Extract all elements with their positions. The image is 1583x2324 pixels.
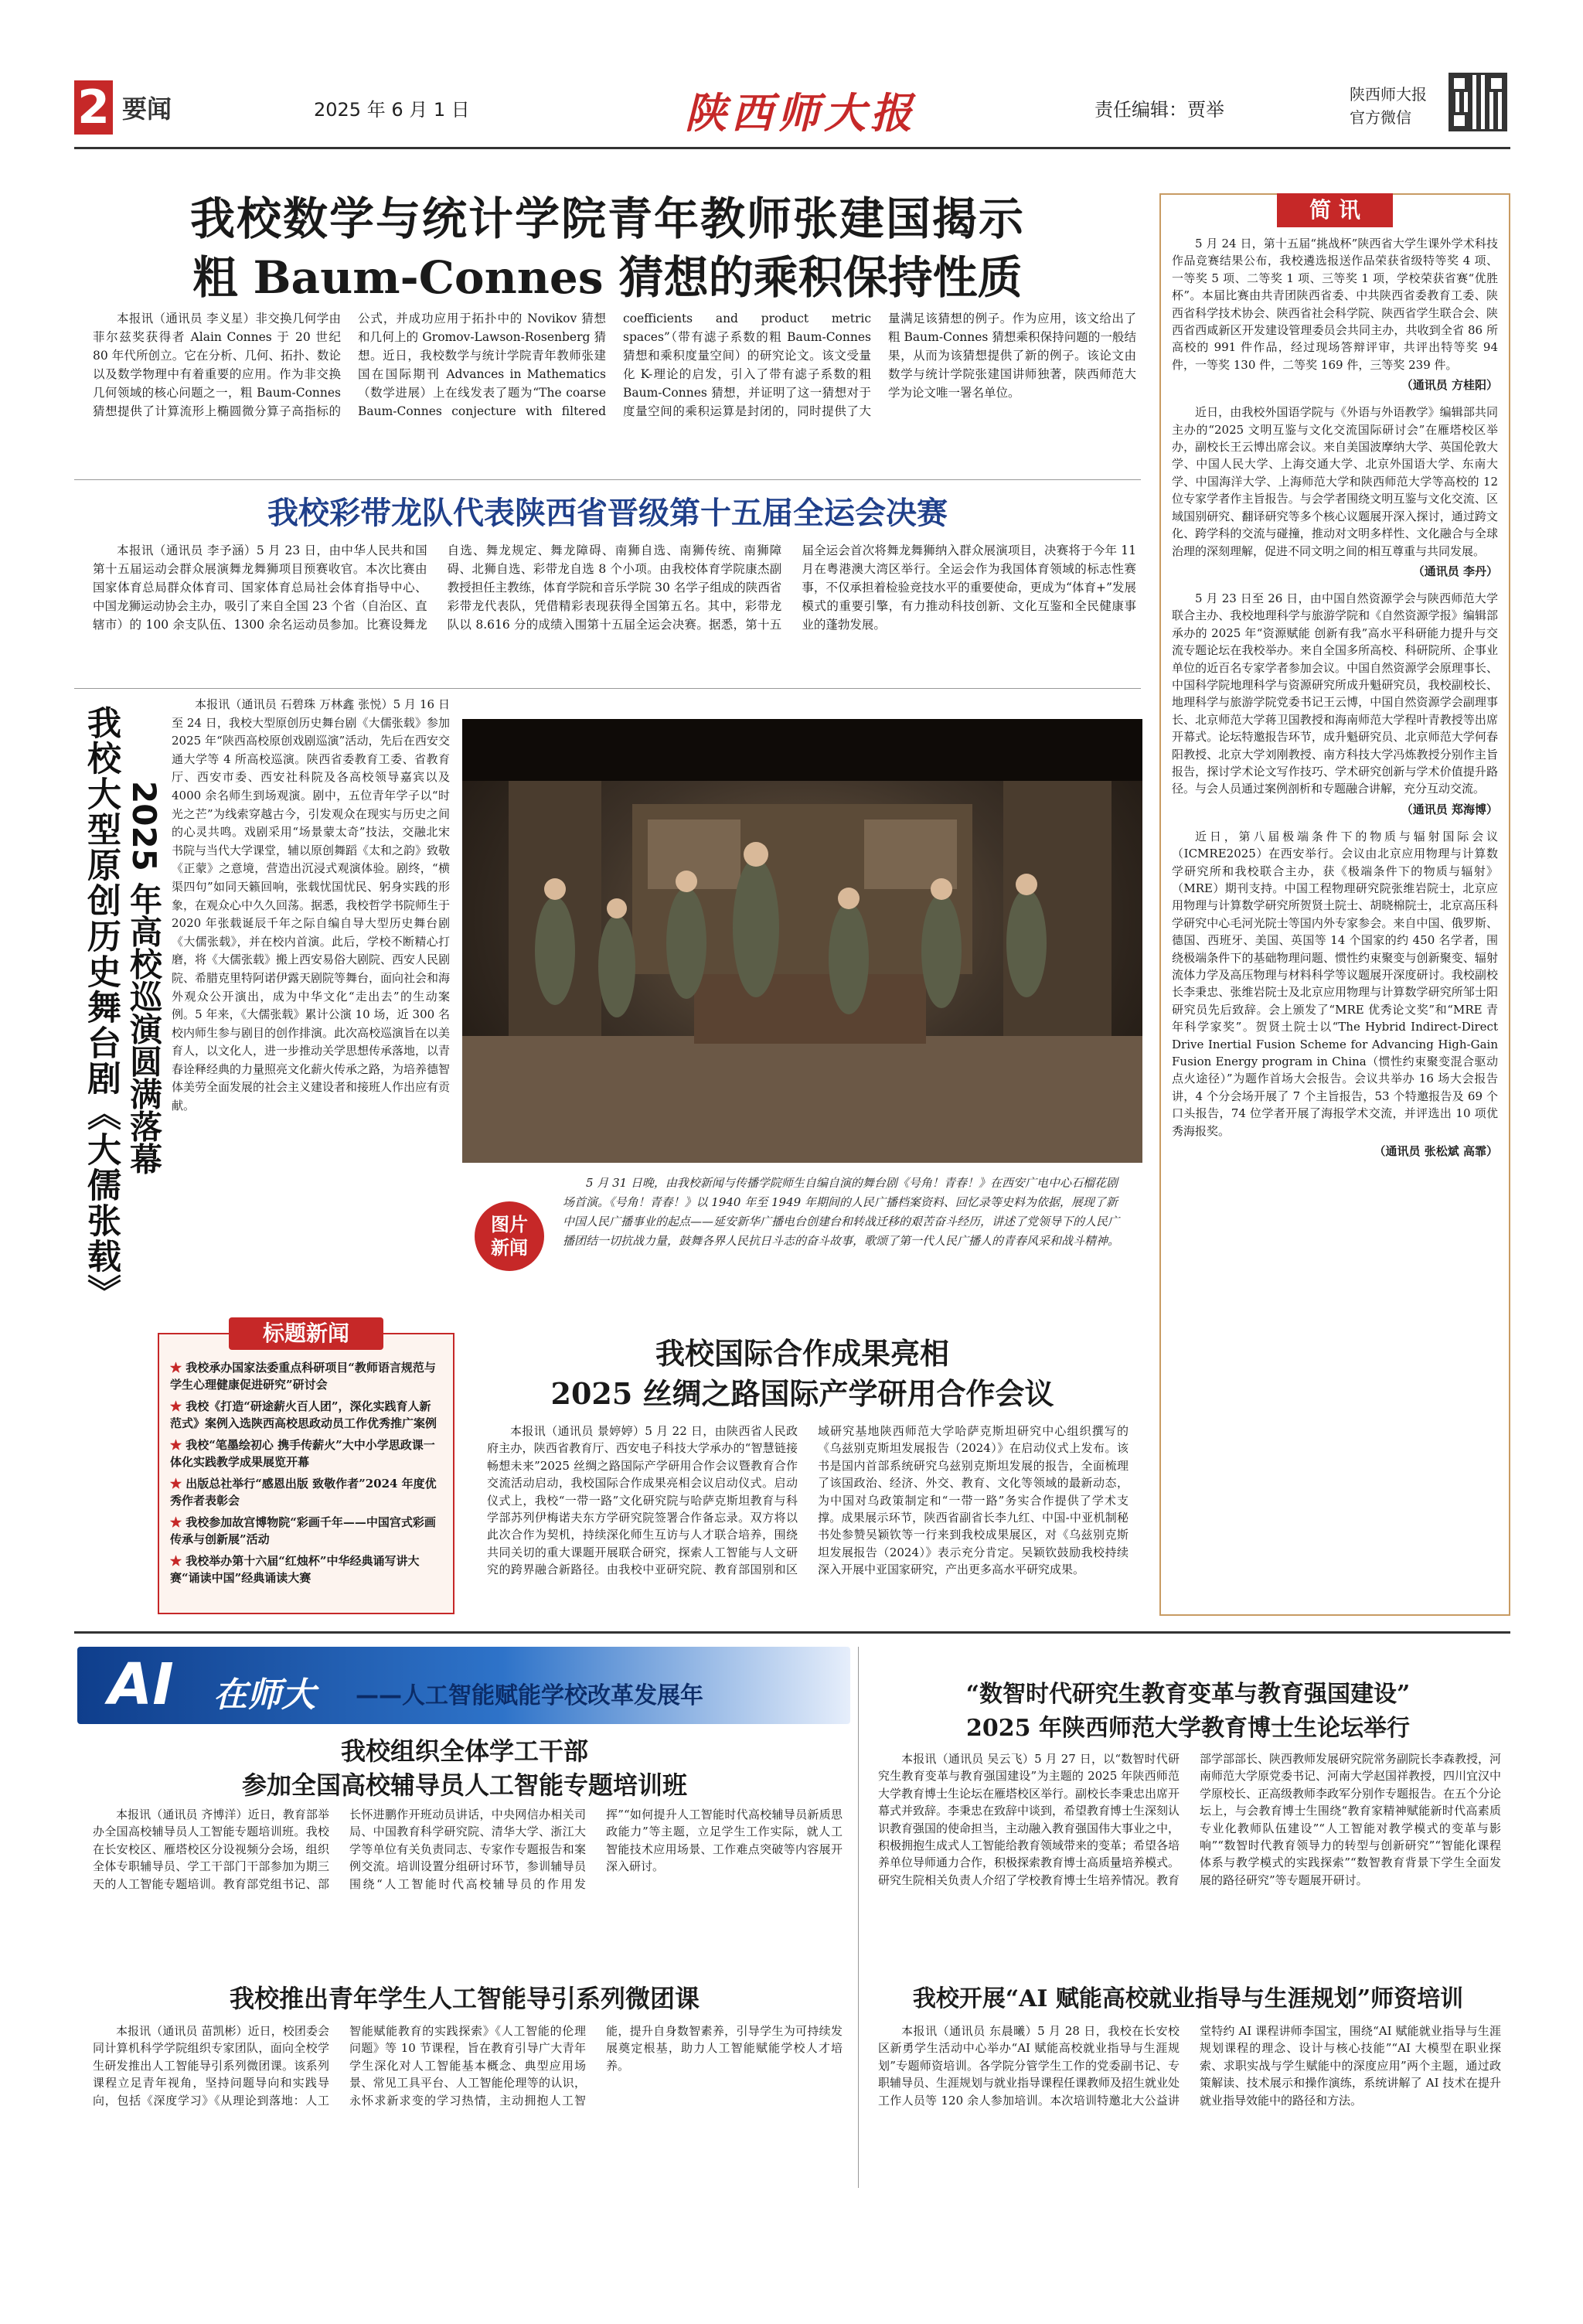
issue-date: 2025 年 6 月 1 日 (314, 99, 470, 121)
ai-banner (77, 1647, 850, 1724)
forum-headline-line1: “数智时代研究生教育变革与教育强国建设” (965, 1681, 1411, 1708)
title-news-item[interactable] (170, 1436, 442, 1470)
page-number: 2 (74, 80, 113, 135)
drama-vertical-subhead: 2025 年高校巡演圆满落幕 (125, 781, 163, 1175)
brief-item (1172, 235, 1498, 393)
title-news-item[interactable] (170, 1552, 442, 1586)
brief-text: 近日，由我校外国语学院与《外语与外语教学》编辑部共同主办的“2025 文明互鉴与文化交流国际研讨会”在雁塔校区举办，副校长王云博出席会议。来自美国波摩纳大学、英国伦敦大学、中国人民大学、上海交通大学、北京外国语大学、东南大学、中国海洋大学、上海师范大学和陕西师范大学等高校的 12 位专家学者作主旨报告。与会学者围绕文明互鉴与文化交流、区域国别研究、翻译研究等多个核心议题展开深入探讨，通过跨文化、跨学科的交流与碰撞，推动对文明多样性、文化融合与全球治理的深刻理解，促进不同文明之间的相互尊重与共同发展。 (1172, 405, 1498, 558)
title-news-text: 我校“笔墨绘初心 携手传薪火”大中小学思政课一体化实践教学成果展览开幕 (170, 1438, 435, 1469)
title-news-header: 标题新闻 (229, 1317, 383, 1350)
star-icon: ★ (170, 1515, 186, 1529)
title-news-text: 我校承办国家法委重点科研项目“教师语言规范与学生心理健康促进研究”研讨会 (170, 1361, 436, 1392)
title-news-item[interactable] (170, 1514, 442, 1548)
title-news-item[interactable] (170, 1359, 442, 1393)
star-icon: ★ (170, 1361, 186, 1375)
star-icon: ★ (170, 1399, 186, 1413)
title-news-list (170, 1359, 442, 1591)
dragon-body: 本报讯（通讯员 李予涵）5 月 23 日，由中华人民共和国第十五届运动会群众展演舞龙舞狮项目预赛收官。本次比赛由国家体育总局群众体育司、国家体育总局社会体育指导中心、中国龙狮运动协会主办，吸引了来自全国 23 个省（自治区、直辖市）的 100 余支队伍、1300 余名运动员参加。比赛设舞龙自选、舞龙规定、舞龙障碍、南狮自选、南狮传统、南狮障碍、北狮自选、彩带龙自选 8 个小项。由我校体育学院康杰副教授担任主教练，体育学院和音乐学院 30 名学子组成的陕西省彩带龙代表队，凭借精彩表现获得全国第五名。其中，彩带龙队以 8.616 分的成绩入围第十五届全运会决赛。据悉，第十五届全运会首次将舞龙舞狮纳入群众展演项目，决赛将于今年 11 月在粤港澳大湾区举行。全运会作为我国体育领域的标志性赛事，不仅承担着检验竞技水平的重要使命，更成为“体育+”发展模式的重要引擎，有力推动科技创新、文化互鉴和全民健康事业的蓬勃发展。 (93, 544, 1136, 632)
title-news-text: 我校参加故宫博物院“彩画千年——中国宫式彩画传承与创新展”活动 (170, 1515, 436, 1546)
dragon-headline: 我校彩带龙队代表陕西省晋级第十五届全运会决赛 (267, 495, 948, 531)
forum-headline-line2: 2025 年陕西师范大学教育博士生论坛举行 (966, 1715, 1410, 1742)
brief-text: 近日，第八届极端条件下的物质与辐射国际会议（ICMRE2025）在西安举行。会议由北京应用物理与计算数学研究所和我校联合主办，获《极端条件下的物质与辐射》（MRE）期刊支持。中国工程物理研究院张维岩院士，北京应用物理与计算数学研究所贺贤土院士、胡晓棉院士，北京高压科学研究中心毛河光院士等国内外专家参会。来自中国、俄罗斯、德国、西班牙、美国、英国等 14 个国家的约 450 名学者，围绕极端条件下的基础物理问题、惯性约束聚变与创新聚变、辐射流体力学及高压物理与材料科学等议题展开深度研讨。我校副校长李秉忠、张维岩院士及北京应用物理与计算数学研究所邹士阳研究员先后致辞。会上颁发了“MRE 优秀论文奖”和“MRE 青年科学家奖”。贺贤土院士以“The Hybrid Indirect-Direct Drive Inertial Fusion Scheme for Advancing High-Gain Fusion Energy program in China（惯性约束聚变混合驱动点火途径）”为题作首场大会报告。会议共举办 16 场大会报告讲，4 个分会场开展了 7 个主旨报告，53 个特邀报告及 69 个口头报告，74 位学者开展了海报学术交流，并评选出 10 项优秀海报奖。 (1172, 829, 1498, 1138)
brief-byline: （通讯员 张松斌 高霏） (1374, 1144, 1498, 1159)
title-news-text: 我校《打造“研途薪火百人团”，深化实践育人新范式》案例入选陕西高校思政动员工作优秀推广案例 (170, 1399, 437, 1430)
ai-article1-body: 本报讯（通讯员 齐博洋）近日，教育部举办全国高校辅导员人工智能专题培训班。我校在长安校区、雁塔校区分设视频分会场，组织全体专职辅导员、学工干部门干部参加为期三天的人工智能专题培训。教育部党组书记、部长怀进鹏作开班动员讲话，中央网信办相关司局、中国教育科学研究院、清华大学、浙江大学等单位有关负责同志、专家作专题报告和案例交流。培训设置分组研讨环节，参训辅导员围绕“人工智能时代高校辅导员的作用发挥”“如何提升人工智能时代高校辅导员新质思政能力”等主题，立足学生工作实际，就人工智能技术应用场景、工作难点突破等内容展开深入研讨。 (93, 1808, 843, 1891)
stage-scene-illustration (462, 719, 1142, 1163)
photo-news-badge (475, 1201, 544, 1271)
editor-credit: 责任编辑：贾举 (1094, 99, 1224, 121)
title-news-text: 出版总社举行“感恩出版 致敬作者”2024 年度优秀作者表彰会 (170, 1477, 437, 1508)
drama-vertical-headline: 我校大型原创历史舞台剧《大儒张载》 (81, 705, 121, 1310)
title-news-item[interactable] (170, 1398, 442, 1432)
brief-items (1172, 235, 1498, 1159)
brief-byline: （通讯员 方桂阳） (1401, 378, 1498, 393)
brief-header: 简 讯 (1277, 193, 1393, 227)
career-body: 本报讯（通讯员 东晨曦）5 月 28 日，我校在长安校区新勇学生活动中心举办“AI 赋能高校就业指导与生涯规划”专题师资培训。各学院分管学生工作的党委副书记、专职辅导员、生涯规划与就业指导课程任课教师及招生就业处工作人员等 120 余人参加培训。本次培训特邀北大公益讲堂特约 AI 课程讲师李国宝，围绕“AI 赋能就业指导与生涯规划课程的理念、设计与核心技能”“AI 大模型在职业探索、求职实战与学生赋能中的深度应用”两个主题，通过政策解读、技术展示和操作演练，系统讲解了 AI 技术在提升就业指导效能中的路径和方法。 (878, 2024, 1501, 2108)
career-headline: 我校开展“AI 赋能高校就业指导与生涯规划”师资培训 (912, 1985, 1464, 2012)
title-news-box (158, 1320, 454, 1614)
qr-code-icon (1449, 73, 1507, 131)
masthead-rule (74, 147, 1510, 149)
silkroad-body: 本报讯（通讯员 景婷婷）5 月 22 日，由陕西省人民政府主办，陕西省教育厅、西安电子科技大学承办的“智慧链接 畅想未来”2025 丝绸之路国际产学研用合作会议暨教育合作交流活动启动，我校国际合作成果亮相会议启动仪式。启动仪式上，我校“一带一路”文化研究院与哈萨克斯坦教育与科学部苏列伊梅诺夫东方学研究院签署合作备忘录。双方将以此次合作为契机，持续深化师生互访与人才联合培养，围绕共同关切的重大课题开展联合研究，探索人工智能与人文研究的跨界融合新路径。由我校中亚研究院、教育部国别和区域研究基地陕西师范大学哈萨克斯坦研究中心组织撰写的《乌兹别克斯坦发展报告（2024）》在启动仪式上发布。该书是国内首部系统研究乌兹别克斯坦发展的报告，全面梳理了该国政治、经济、外交、教育、文化等领域的最新动态，为中国对乌政策制定和“一带一路”务实合作提供了学术支撑。成果展示环节，陕西省副省长李九红、中国-中亚机制秘书处参赞吴颖钦等一行来到我校成果展区，对《乌兹别克斯坦发展报告（2024）》表示充分肯定。吴颖钦鼓励我校持续深入开展中亚国家研究，产出更多高水平研究成果。 (487, 1424, 1129, 1577)
paper-name: 陕西师大报 (685, 88, 917, 138)
brief-byline: （通讯员 郑海博） (1401, 802, 1498, 816)
ai-banner-in: 在师大 (213, 1675, 315, 1715)
brief-byline: （通讯员 李丹） (1412, 564, 1498, 578)
brief-item (1172, 828, 1498, 1159)
forum-body: 本报讯（通讯员 吴云飞）5 月 27 日，以“数智时代研究生教育变革与教育强国建设”为主题的 2025 年陕西师范大学教育博士生论坛在雁塔校区举行。副校长李秉忠出席开幕式并致辞。李秉忠在致辞中谈到，希望教育博士生深刻认识教育强国的使命担当，主动融入教育强国伟大事业之中，积极拥抱生成式人工智能给教育领域带来的变革；希望各培养单位导师通力合作，积极探索教育博士高质量培养模式。研究生院相关负责人介绍了学校教育博士生培养情况。教育部学部部长、陕西教师发展研究院常务副院长李森教授，河南师范大学原党委书记、河南大学赵国祥教授，四川宜汉中学原校长、正高级教师李政军分别作专题报告。在五个分论坛上，与会教育博士生围绕“教育家精神赋能新时代高素质专业化教师队伍建设”“人工智能对教学模式的变革与影响”“数智时代教育领导力的转型与创新研究”“智能化课程体系与教学模式的实践探索”“数智教育背景下学生全面发展的路径研究”等专题展开研讨。 (878, 1752, 1501, 1887)
masthead (74, 73, 1510, 147)
wechat-label-1: 陕西师大报 (1350, 85, 1427, 104)
ai-banner-ai: AI (108, 1651, 174, 1718)
lead-headline-line1: 我校数学与统计学院青年教师张建国揭示 (189, 193, 1025, 245)
silkroad-headline-line2: 2025 丝绸之路国际产学研用合作会议 (550, 1376, 1054, 1411)
brief-item (1172, 404, 1498, 579)
photo-news-badge-text: 图片新闻 (491, 1214, 528, 1259)
ai-banner-sub: ——人工智能赋能学校改革发展年 (356, 1682, 703, 1709)
section-label: 要闻 (122, 94, 172, 124)
lead-body: 本报讯（通讯员 李义星）非交换几何学由菲尔兹奖获得者 Alain Connes 于 20 世纪 80 年代所创立。它在分析、几何、拓扑、数论以及数学物理中有着重要的应用。作为非交换几何领域的核心问题之一，粗 Baum-Connes 猜想提供了计算流形上椭圆微分算子高指标的公式，并成功应用于拓扑中的 Novikov 猜想和几何上的 Gromov-Lawson-Rosenberg 猜想。近日，我校数学与统计学院青年教师张建国在国际期刊 Advances in Mathematics（数学进展）上在线发表了题为“The coarse Baum-Connes conjecture with filtered coefficients and product metric spaces”（带有滤子系数的粗 Baum-Connes 猜想和乘积度量空间）的研究论文。该文受量化 K-理论的启发，引入了带有滤子系数的粗 Baum-Connes 猜想，并证明了这一猜想对于度量空间的乘积运算是封闭的，同时提供了大量满足该猜想的例子。作为应用，该文给出了粗 Baum-Connes 猜想乘积保持问题的一般结果，从而为该猜想提供了新的例子。该论文由数学与统计学院张建国讲师独著，陕西师范大学为论文唯一署名单位。 (93, 312, 1136, 418)
title-news-item[interactable] (170, 1475, 442, 1509)
vertical-divider (858, 1647, 859, 2188)
star-icon: ★ (170, 1438, 186, 1452)
brief-text: 5 月 23 日至 26 日，由中国自然资源学会与陕西师范大学联合主办、我校地理科学与旅游学院和《自然资源学报》编辑部承办的 2025 年“资源赋能 创新有我”高水平科研能力提升与交流专题论坛在我校举办。来自全国多所高校、科研院所、企事业单位的近百名专家学者参加会议。中国自然资源学会原理事长、中国科学院地理科学与资源研究所成升魁研究员，我校副校长、地理科学与旅游学院党委书记王云博，中国自然资源学会副理事长、北京师范大学蒋卫国教授和海南师范大学程叶青教授等出席开幕式。论坛特邀报告环节，成升魁研究员、北京师范大学何春阳教授、北京大学刘刚教授、南方科技大学冯炼教授分别作主旨报告，探讨学术论文写作技巧、学术研究创新与学术价值提升路径。与会人员通过案例剖析和专题融合讲解，充分互动交流。 (1172, 591, 1498, 796)
stage-photo (462, 719, 1142, 1163)
ai-article1-headline-line1: 我校组织全体学工干部 (340, 1736, 588, 1766)
ai-article2-headline: 我校推出青年学生人工智能导引系列微团课 (229, 1984, 700, 2013)
star-icon: ★ (170, 1554, 186, 1568)
photo-caption-box (462, 1163, 1142, 1310)
photo-caption: 5 月 31 日晚，由我校新闻与传播学院师生自编自演的舞台剧《号角！青春！》在西安广电中心石榴花剧场首演。《号角！青春！》以 1940 年至 1949 年期间的人民广播档案资料、回忆录等史料为依据，展现了新中国人民广播事业的起点——延安新华广播电台创建台和转战迁移的艰苦奋斗经历，讲述了党领导下的人民广播团结一切抗战力量，鼓舞各界人民抗日斗志的奋斗故事，歌颂了第一代人民广播人的青春风采和战斗精神。 (563, 1176, 1120, 1248)
ai-article1-headline-line2: 参加全国高校辅导员人工智能专题培训班 (241, 1770, 687, 1800)
brief-text: 5 月 24 日，第十五届“挑战杯”陕西省大学生课外学术科技作品竞赛结果公布，我校遴选报送作品荣获省级特等奖 4 项、一等奖 5 项、二等奖 1 项、三等奖 1 项，学校荣获省赛“优胜杯”。本届比赛由共青团陕西省委、中共陕西省委教育工委、陕西省科学技术协会、陕西省社会科学院、陕西省学生联合会、陕西省西咸新区开发建设管理委员会共同主办，共收到全省 86 所高校的 991 件作品，经过现场答辩评审，共评出特等奖 94 件，一等奖 130 件，二等奖 169 件，三等奖 239 件。 (1172, 237, 1498, 372)
rule-dragon (74, 688, 1141, 689)
ai-article2-body: 本报讯（通讯员 苗凯彬）近日，校团委会同计算机科学学院组织专家团队，面向全校学生研发推出人工智能导引系列微团课。该系列课程立足青年视角，坚持问题导向和实践导向，包括《深度学习》《从理论到落地：人工智能赋能教育的实践探索》《人工智能的伦理问题》等 10 节课程，旨在教育引导广大青年学生深化对人工智能基本概念、典型应用场景、常见工具平台、人工智能伦理等的认识，永怀求新求变的学习热情，主动拥抱人工智能，提升自身数智素养，引导学生为可持续发展奠定根基，助力人工智能赋能学校人才培养。 (93, 2024, 843, 2108)
lead-headline-line2: 粗 Baum-Connes 猜想的乘积保持性质 (192, 251, 1023, 304)
silkroad-headline-line1: 我校国际合作成果亮相 (655, 1336, 949, 1371)
title-news-text: 我校举办第十六届“红烛杯”中华经典诵写讲大赛“诵读中国”经典诵读大赛 (170, 1554, 420, 1585)
star-icon: ★ (170, 1477, 186, 1491)
wechat-label-2: 官方微信 (1350, 108, 1411, 127)
drama-body: 本报讯（通讯员 石碧珠 万林鑫 张悦）5 月 16 日至 24 日，我校大型原创历史舞台剧《大儒张载》参加 2025 年“陕西高校原创戏剧巡演”活动，先后在西安交通大学等 4 所高校巡演。陕西省委教育工委、省教育厅、西安市委、西安社科院及各高校领导嘉宾以及 4000 余名师生到场观演。剧中，五位青年学子以“时光之芒”为线索穿越古今，引发观众在现实与历史之间的心灵共鸣。戏剧采用“场景蒙太奇”技法，交融北宋书院与当代大学课堂，辅以原创舞蹈《太和之韵》致敬《正蒙》之意境，营造出沉浸式观演体验。剧终，“横渠四句”如同天籁回响，张载忧国忧民、躬身实践的形象，在观众心中久久回荡。据悉，我校哲学书院师生于 2020 年张载诞辰千年之际自编自导大型历史舞台剧《大儒张载》，并在校内首演。此后，学校不断精心打磨，将《大儒张载》搬上西安易俗大剧院、西安人民剧院、希腊克里特阿诺伊露天剧院等舞台，面向社会和海外观众公开演出，成为中华文化“走出去”的生动案例。5 年来，《大儒张载》累计公演 10 场，近 300 名校内师生参与剧目的创作排演。此次高校巡演旨在以美育人，以文化人，进一步推动关学思想传承落地，以青春诠释经典的力量照亮文化薪火传承之路，为培养德智体美劳全面发展的社会主义建设者和接班人作出应有贡献。 (172, 697, 450, 1113)
bottom-section-rule (74, 1631, 1510, 1634)
brief-item (1172, 590, 1498, 817)
rule-lead (74, 479, 1141, 480)
